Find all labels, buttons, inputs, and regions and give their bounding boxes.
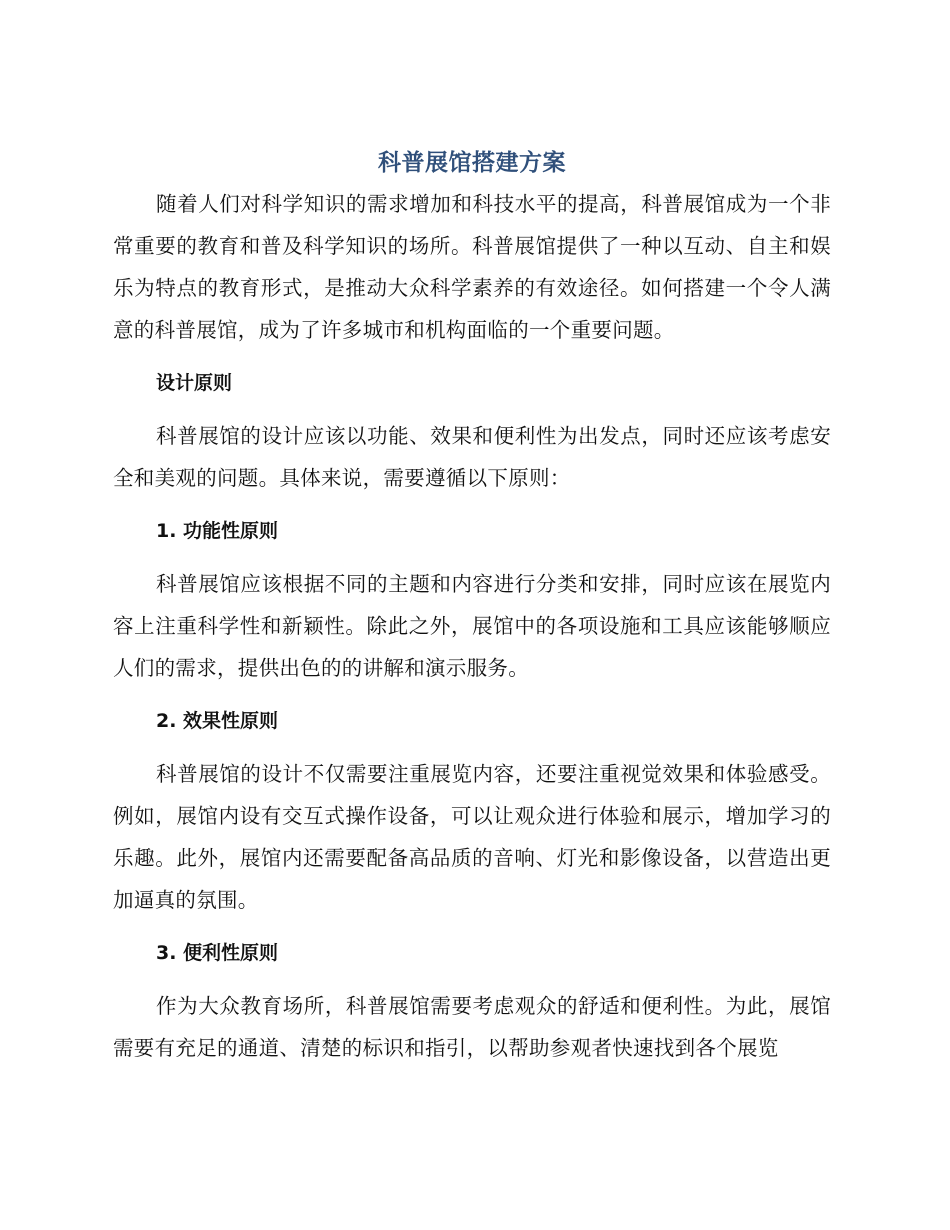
section-paragraph-design-principles: 科普展馆的设计应该以功能、效果和便利性为出发点，同时还应该考虑安全和美观的问题。具体来说，需要遵循以下原则： [113,424,831,490]
document-content [113,143,831,1069]
section-heading-convenience: 3. 便利性原则 [156,942,279,964]
section-paragraph-functionality: 科普展馆应该根据不同的主题和内容进行分类和安排，同时应该在展览内容上注重科学性和新颖性。除此之外，展馆中的各项设施和工具应该能够顺应人们的需求，提供出色的的讲解和演示服务。 [113,572,831,680]
document-title: 科普展馆搭建方案 [378,150,566,176]
section-heading-functionality: 1. 功能性原则 [156,520,279,542]
section-paragraph-convenience: 作为大众教育场所，科普展馆需要考虑观众的舒适和便利性。为此，展馆需要有充足的通道、清楚的标识和指引，以帮助参观者快速找到各个展览 [113,994,831,1060]
section-paragraph-effectiveness: 科普展馆的设计不仅需要注重展览内容，还要注重视觉效果和体验感受。例如，展馆内设有交互式操作设备，可以让观众进行体验和展示，增加学习的乐趣。此外，展馆内还需要配备高品质的音响、灯光和影像设备，以营造出更加逼真的氛围。 [113,762,831,912]
intro-paragraph: 随着人们对科学知识的需求增加和科技水平的提高，科普展馆成为一个非常重要的教育和普及科学知识的场所。科普展馆提供了一种以互动、自主和娱乐为特点的教育形式，是推动大众科学素养的有效途径。如何搭建一个令人满意的科普展馆，成为了许多城市和机构面临的一个重要问题。 [113,192,831,342]
section-heading-effectiveness: 2. 效果性原则 [156,710,279,732]
section-heading-design-principles: 设计原则 [156,372,233,394]
